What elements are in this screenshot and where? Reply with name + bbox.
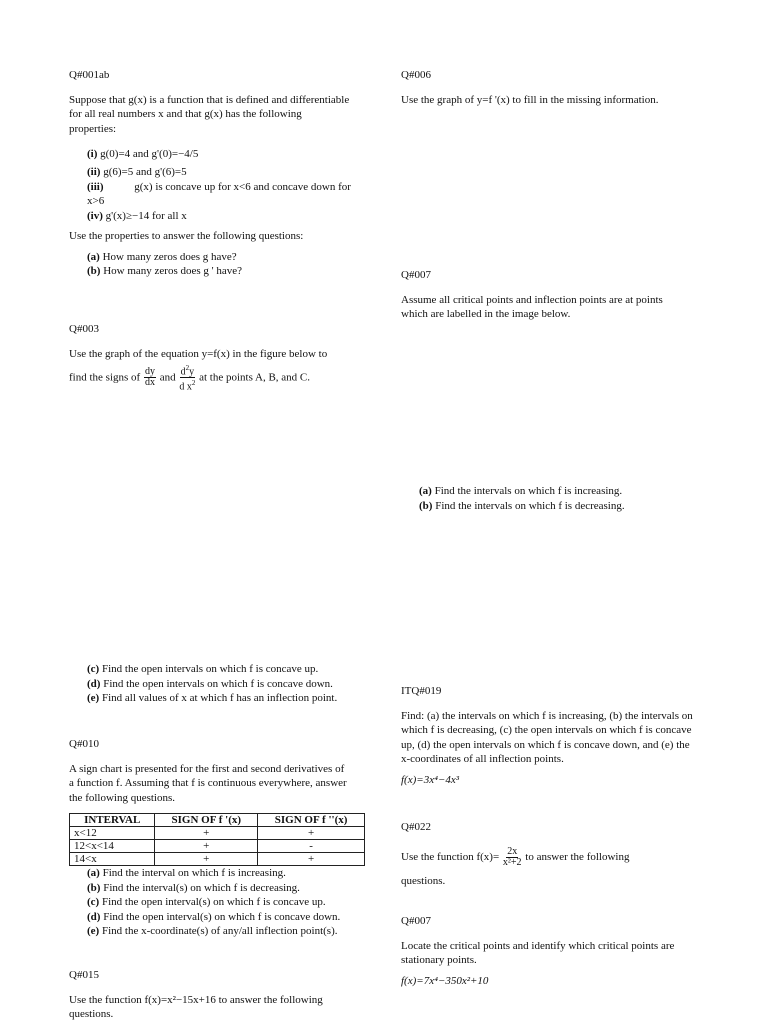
property-text: g'(x)≥−14 for all x bbox=[105, 209, 187, 222]
table-cell: 12<x<14 bbox=[70, 840, 155, 853]
list-item: (d) Find the open intervals on which f is concave down. bbox=[87, 677, 333, 690]
function-expression: f(x)=3x⁴−4x³ bbox=[401, 773, 459, 786]
list-item: (a) How many zeros does g have? bbox=[87, 250, 237, 263]
list-item: (a) Find the intervals on which f is increasing. bbox=[419, 485, 623, 497]
function-fraction: $\frac{2x}{\text{x²+2}}$ bbox=[502, 845, 522, 868]
property-item: (ii) g(6)=5 and g'(6)=5 bbox=[87, 166, 187, 179]
property-item: (i) g(0)=4 and g'(0)=−4/5 bbox=[87, 148, 199, 161]
table-cell: + bbox=[155, 827, 258, 840]
question-id: Q#007 bbox=[401, 269, 431, 281]
table-row bbox=[70, 853, 365, 866]
question-text: Find: (a) the intervals on which f is increasing, (b) the intervals on which f is decreasing, (c) the open intervals on which f is concave up, (d) the open intervals on which f is concave down, and (e) the x-coordinates of all inflection points. bbox=[401, 709, 693, 766]
sign-chart-table bbox=[69, 813, 365, 866]
question-015 bbox=[69, 968, 369, 1022]
question-line: find the signs of $\frac{dy}{dx}$ and $\frac{d^2y}{d x^2}$ at the points A, B, and C. bbox=[69, 364, 311, 393]
question-text: Locate the critical points and identify which critical points are stationary points. bbox=[401, 939, 675, 967]
list-item: (e) Find all values of x at which f has an inflection point. bbox=[87, 692, 338, 705]
table-row bbox=[70, 827, 365, 840]
property-text: g(6)=5 and g'(6)=5 bbox=[103, 166, 187, 179]
item-list bbox=[69, 250, 369, 279]
question-007b bbox=[401, 914, 701, 988]
question-022 bbox=[401, 820, 701, 888]
list-item: (b) Find the interval(s) on which f is decreasing. bbox=[87, 881, 300, 894]
question-id: Q#001ab bbox=[69, 69, 110, 81]
property-text: g(0)=4 and g'(0)=−4/5 bbox=[100, 148, 199, 161]
property-text: g(x) is concave up for x<6 and concave down for x>6 bbox=[87, 180, 351, 208]
question-006 bbox=[401, 68, 701, 107]
question-007 bbox=[401, 268, 701, 322]
table-cell: x<12 bbox=[70, 827, 155, 840]
question-id: Q#006 bbox=[401, 69, 431, 81]
table-cell: + bbox=[155, 853, 258, 866]
table-cell: + bbox=[258, 853, 365, 866]
question-text: Assume all critical points and inflection points are at points which are labelled in the image below. bbox=[401, 293, 663, 321]
question-text: Use the function f(x)=x²−15x+16 to answer the following questions. bbox=[69, 993, 323, 1021]
question-instruction: Use the properties to answer the following questions: bbox=[69, 230, 304, 243]
question-text-cont: questions. bbox=[401, 874, 446, 887]
table-cell: + bbox=[155, 840, 258, 853]
function-expression: f(x)=7x⁴−350x²+10 bbox=[401, 974, 489, 987]
table-header-row bbox=[70, 814, 365, 827]
list-item: (c) Find the open interval(s) on which f is concave up. bbox=[87, 896, 326, 909]
item-list bbox=[69, 662, 337, 706]
question-001ab bbox=[69, 68, 369, 279]
list-item: (b) Find the intervals on which f is decreasing. bbox=[419, 499, 625, 512]
question-text: Use the function f(x)= $\frac{2x}{\text{x²+2}}$ to answer the following bbox=[401, 845, 630, 868]
table-row bbox=[70, 840, 365, 853]
question-id: Q#022 bbox=[401, 821, 431, 833]
item-list bbox=[69, 866, 369, 939]
table-cell: 14<x bbox=[70, 853, 155, 866]
property-item: (iv) g'(x)≥−14 for all x bbox=[87, 209, 187, 222]
question-010 bbox=[69, 737, 369, 939]
question-id: Q#007 bbox=[401, 915, 431, 927]
question-003 bbox=[69, 322, 369, 393]
question-line: Use the graph of the equation y=f(x) in the figure below to bbox=[69, 347, 328, 360]
list-item: (c) Find the open intervals on which f is concave up. bbox=[87, 663, 319, 675]
item-list bbox=[401, 484, 625, 513]
table-header: SIGN OF f ''(x) bbox=[258, 814, 365, 827]
table-cell: + bbox=[258, 827, 365, 840]
question-id: Q#010 bbox=[69, 738, 99, 750]
question-id: ITQ#019 bbox=[401, 685, 442, 697]
derivative-fraction: $\frac{dy}{dx}$ bbox=[144, 366, 155, 389]
question-intro: A sign chart is presented for the first and second derivatives of a function f. Assuming that f is continuous everywhere, answer the following questions. bbox=[69, 762, 347, 804]
question-intro: Suppose that g(x) is a function that is defined and differentiable for all real numbers x and that g(x) has the following properties: bbox=[69, 93, 350, 135]
question-id: Q#015 bbox=[69, 969, 99, 981]
property-item: (iii) g(x) is concave up for x<6 and concave down for x>6 bbox=[87, 180, 351, 208]
table-header: SIGN OF f '(x) bbox=[155, 814, 258, 827]
question-itq019 bbox=[401, 684, 701, 787]
second-derivative-fraction: $\frac{d^2y}{d x^2}$ bbox=[179, 364, 196, 393]
list-item: (d) Find the open interval(s) on which f is concave down. bbox=[87, 910, 341, 923]
question-text: Use the graph of y=f '(x) to fill in the missing information. bbox=[401, 93, 659, 106]
list-item: (a) Find the interval on which f is increasing. bbox=[87, 867, 286, 880]
table-cell: - bbox=[258, 840, 365, 853]
table-header: INTERVAL bbox=[70, 814, 155, 827]
list-item: (e) Find the x-coordinate(s) of any/all inflection point(s). bbox=[87, 925, 338, 938]
question-id: Q#003 bbox=[69, 323, 99, 335]
list-item: (b) How many zeros does g ' have? bbox=[87, 265, 243, 278]
property-list bbox=[69, 144, 369, 223]
